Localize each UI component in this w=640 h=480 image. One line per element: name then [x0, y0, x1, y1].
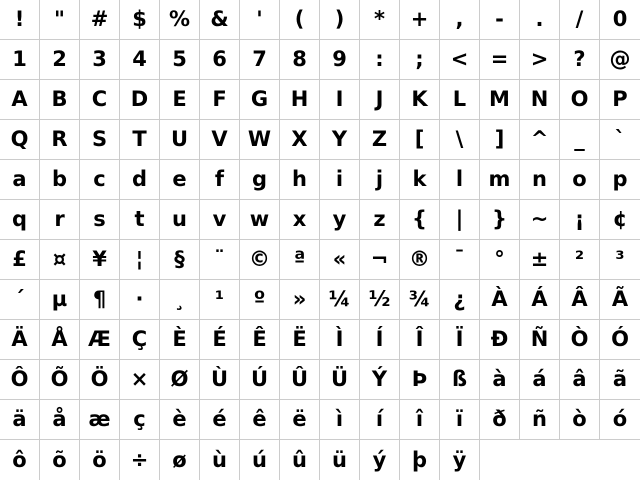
glyph-cell[interactable]: L	[440, 80, 480, 120]
glyph-cell[interactable]: Â	[560, 280, 600, 320]
glyph-cell[interactable]: ¸	[160, 280, 200, 320]
glyph-cell[interactable]: ®	[400, 240, 440, 280]
glyph-cell[interactable]: ±	[520, 240, 560, 280]
glyph-cell[interactable]: Í	[360, 320, 400, 360]
glyph-cell[interactable]: 0	[600, 0, 640, 40]
glyph-cell[interactable]: á	[520, 360, 560, 400]
glyph-cell[interactable]: Z	[360, 120, 400, 160]
glyph-cell[interactable]: n	[520, 160, 560, 200]
glyph-cell[interactable]: ð	[480, 400, 520, 440]
glyph-cell[interactable]: ¹	[200, 280, 240, 320]
glyph-cell[interactable]: G	[240, 80, 280, 120]
glyph-cell[interactable]: Á	[520, 280, 560, 320]
glyph-cell-empty	[520, 440, 560, 480]
glyph-cell-empty	[480, 440, 520, 480]
glyph-cell[interactable]: ã	[600, 360, 640, 400]
glyph-cell[interactable]: Ç	[120, 320, 160, 360]
glyph-cell[interactable]: 2	[40, 40, 80, 80]
glyph-cell[interactable]: Ú	[240, 360, 280, 400]
glyph-cell[interactable]: ¾	[400, 280, 440, 320]
glyph-cell[interactable]: &	[200, 0, 240, 40]
glyph-cell[interactable]: ³	[600, 240, 640, 280]
glyph-cell[interactable]: 3	[80, 40, 120, 80]
glyph-cell[interactable]: 5	[160, 40, 200, 80]
glyph-cell[interactable]: =	[480, 40, 520, 80]
glyph-cell[interactable]: Ï	[440, 320, 480, 360]
glyph-cell[interactable]: ´	[0, 280, 40, 320]
glyph-cell[interactable]: I	[320, 80, 360, 120]
glyph-cell[interactable]: ¿	[440, 280, 480, 320]
glyph-cell[interactable]: J	[360, 80, 400, 120]
glyph-cell[interactable]: Y	[320, 120, 360, 160]
glyph-cell[interactable]: o	[560, 160, 600, 200]
glyph-cell[interactable]: l	[440, 160, 480, 200]
glyph-cell[interactable]: ü	[320, 440, 360, 480]
glyph-cell[interactable]: 4	[120, 40, 160, 80]
glyph-cell[interactable]: ·	[120, 280, 160, 320]
glyph-cell[interactable]: Ó	[600, 320, 640, 360]
glyph-cell[interactable]: $	[120, 0, 160, 40]
glyph-cell[interactable]: i	[320, 160, 360, 200]
glyph-cell[interactable]: £	[0, 240, 40, 280]
glyph-cell[interactable]: ò	[560, 400, 600, 440]
glyph-cell[interactable]: u	[160, 200, 200, 240]
glyph-cell[interactable]: Þ	[400, 360, 440, 400]
glyph-cell[interactable]: C	[80, 80, 120, 120]
glyph-cell[interactable]: ª	[280, 240, 320, 280]
glyph-cell[interactable]: @	[600, 40, 640, 80]
glyph-cell[interactable]: *	[360, 0, 400, 40]
glyph-cell-empty	[560, 440, 600, 480]
glyph-cell[interactable]: è	[160, 400, 200, 440]
glyph-cell[interactable]: 1	[0, 40, 40, 80]
glyph-cell[interactable]: õ	[40, 440, 80, 480]
glyph-cell[interactable]: Ì	[320, 320, 360, 360]
glyph-cell[interactable]: w	[240, 200, 280, 240]
glyph-cell[interactable]: Û	[280, 360, 320, 400]
glyph-cell[interactable]: È	[160, 320, 200, 360]
glyph-cell[interactable]: à	[480, 360, 520, 400]
glyph-cell[interactable]: ²	[560, 240, 600, 280]
glyph-cell[interactable]: M	[480, 80, 520, 120]
glyph-cell[interactable]: '	[240, 0, 280, 40]
glyph-cell[interactable]: â	[560, 360, 600, 400]
glyph-cell[interactable]: "	[40, 0, 80, 40]
glyph-cell[interactable]: x	[280, 200, 320, 240]
glyph-cell[interactable]: R	[40, 120, 80, 160]
glyph-cell[interactable]: a	[0, 160, 40, 200]
glyph-cell[interactable]: [	[400, 120, 440, 160]
glyph-cell[interactable]: §	[160, 240, 200, 280]
glyph-cell[interactable]: É	[200, 320, 240, 360]
glyph-cell[interactable]: 9	[320, 40, 360, 80]
glyph-cell[interactable]: r	[40, 200, 80, 240]
glyph-cell[interactable]: ½	[360, 280, 400, 320]
glyph-cell[interactable]: 8	[280, 40, 320, 80]
glyph-cell[interactable]: V	[200, 120, 240, 160]
glyph-cell[interactable]: Î	[400, 320, 440, 360]
glyph-cell[interactable]: ó	[600, 400, 640, 440]
glyph-cell[interactable]: ä	[0, 400, 40, 440]
glyph-cell[interactable]: .	[520, 0, 560, 40]
glyph-cell[interactable]: Ä	[0, 320, 40, 360]
glyph-cell[interactable]: t	[120, 200, 160, 240]
glyph-cell[interactable]: D	[120, 80, 160, 120]
glyph-cell[interactable]: \	[440, 120, 480, 160]
glyph-cell[interactable]: {	[400, 200, 440, 240]
glyph-cell[interactable]: N	[520, 80, 560, 120]
glyph-cell[interactable]: m	[480, 160, 520, 200]
glyph-cell[interactable]: q	[0, 200, 40, 240]
glyph-cell[interactable]: p	[600, 160, 640, 200]
glyph-cell[interactable]: #	[80, 0, 120, 40]
glyph-cell[interactable]: í	[360, 400, 400, 440]
glyph-cell[interactable]: X	[280, 120, 320, 160]
glyph-cell[interactable]: W	[240, 120, 280, 160]
glyph-cell[interactable]: T	[120, 120, 160, 160]
glyph-cell[interactable]: û	[280, 440, 320, 480]
glyph-cell[interactable]: µ	[40, 280, 80, 320]
glyph-cell[interactable]: ;	[400, 40, 440, 80]
glyph-cell[interactable]: Q	[0, 120, 40, 160]
glyph-cell[interactable]: Ü	[320, 360, 360, 400]
glyph-cell[interactable]: ^	[520, 120, 560, 160]
glyph-cell[interactable]: Å	[40, 320, 80, 360]
glyph-cell[interactable]: 7	[240, 40, 280, 80]
glyph-cell[interactable]: ÿ	[440, 440, 480, 480]
glyph-cell[interactable]: ë	[280, 400, 320, 440]
glyph-cell[interactable]: ú	[240, 440, 280, 480]
glyph-cell[interactable]: ì	[320, 400, 360, 440]
glyph-cell[interactable]: b	[40, 160, 80, 200]
glyph-cell[interactable]: ¦	[120, 240, 160, 280]
glyph-cell[interactable]: ß	[440, 360, 480, 400]
glyph-cell[interactable]: æ	[80, 400, 120, 440]
glyph-cell[interactable]: e	[160, 160, 200, 200]
glyph-cell[interactable]: Ê	[240, 320, 280, 360]
glyph-cell[interactable]: Ð	[480, 320, 520, 360]
glyph-cell[interactable]: ç	[120, 400, 160, 440]
glyph-cell[interactable]: ]	[480, 120, 520, 160]
glyph-cell[interactable]: é	[200, 400, 240, 440]
glyph-cell[interactable]: ý	[360, 440, 400, 480]
glyph-cell[interactable]: »	[280, 280, 320, 320]
glyph-cell[interactable]: k	[400, 160, 440, 200]
glyph-cell[interactable]: ¤	[40, 240, 80, 280]
glyph-cell[interactable]: ù	[200, 440, 240, 480]
glyph-cell[interactable]: å	[40, 400, 80, 440]
glyph-cell[interactable]: ö	[80, 440, 120, 480]
glyph-cell[interactable]: A	[0, 80, 40, 120]
glyph-cell[interactable]: !	[0, 0, 40, 40]
glyph-cell[interactable]: c	[80, 160, 120, 200]
glyph-cell[interactable]: K	[400, 80, 440, 120]
glyph-cell-empty	[600, 440, 640, 480]
glyph-cell[interactable]: ¢	[600, 200, 640, 240]
glyph-cell[interactable]: s	[80, 200, 120, 240]
glyph-cell[interactable]: S	[80, 120, 120, 160]
glyph-cell[interactable]: Ñ	[520, 320, 560, 360]
glyph-cell[interactable]: Ë	[280, 320, 320, 360]
glyph-cell[interactable]: B	[40, 80, 80, 120]
glyph-cell[interactable]: À	[480, 280, 520, 320]
glyph-cell[interactable]: v	[200, 200, 240, 240]
glyph-cell[interactable]: <	[440, 40, 480, 80]
glyph-cell[interactable]: |	[440, 200, 480, 240]
glyph-cell[interactable]: ê	[240, 400, 280, 440]
glyph-cell[interactable]: ¥	[80, 240, 120, 280]
glyph-cell[interactable]: ÷	[120, 440, 160, 480]
glyph-cell[interactable]: ï	[440, 400, 480, 440]
glyph-cell[interactable]: Ö	[80, 360, 120, 400]
glyph-cell[interactable]: 6	[200, 40, 240, 80]
glyph-cell[interactable]: h	[280, 160, 320, 200]
glyph-cell[interactable]: /	[560, 0, 600, 40]
glyph-cell[interactable]: }	[480, 200, 520, 240]
glyph-cell[interactable]: Ò	[560, 320, 600, 360]
glyph-cell[interactable]: >	[520, 40, 560, 80]
glyph-cell[interactable]: ñ	[520, 400, 560, 440]
glyph-cell[interactable]: z	[360, 200, 400, 240]
glyph-cell[interactable]: `	[600, 120, 640, 160]
glyph-cell[interactable]: Æ	[80, 320, 120, 360]
glyph-cell[interactable]: U	[160, 120, 200, 160]
glyph-cell[interactable]: º	[240, 280, 280, 320]
glyph-cell[interactable]: Õ	[40, 360, 80, 400]
glyph-cell[interactable]: d	[120, 160, 160, 200]
glyph-cell[interactable]: -	[480, 0, 520, 40]
glyph-cell[interactable]: )	[320, 0, 360, 40]
glyph-cell[interactable]: ¼	[320, 280, 360, 320]
glyph-cell[interactable]: ¡	[560, 200, 600, 240]
glyph-cell[interactable]: «	[320, 240, 360, 280]
glyph-cell[interactable]: F	[200, 80, 240, 120]
glyph-cell[interactable]: f	[200, 160, 240, 200]
glyph-cell[interactable]: _	[560, 120, 600, 160]
glyph-cell[interactable]: Ý	[360, 360, 400, 400]
glyph-cell[interactable]: ô	[0, 440, 40, 480]
glyph-cell[interactable]: (	[280, 0, 320, 40]
glyph-cell[interactable]: ø	[160, 440, 200, 480]
glyph-cell[interactable]: +	[400, 0, 440, 40]
glyph-cell[interactable]: Ø	[160, 360, 200, 400]
glyph-cell[interactable]: °	[480, 240, 520, 280]
glyph-cell[interactable]: :	[360, 40, 400, 80]
glyph-cell[interactable]: O	[560, 80, 600, 120]
glyph-cell[interactable]: ,	[440, 0, 480, 40]
glyph-cell[interactable]: ©	[240, 240, 280, 280]
glyph-cell[interactable]: Ô	[0, 360, 40, 400]
glyph-cell[interactable]: þ	[400, 440, 440, 480]
glyph-cell[interactable]: Ã	[600, 280, 640, 320]
glyph-cell[interactable]: ¬	[360, 240, 400, 280]
glyph-cell[interactable]: g	[240, 160, 280, 200]
glyph-cell[interactable]: Ù	[200, 360, 240, 400]
glyph-cell[interactable]: E	[160, 80, 200, 120]
glyph-cell[interactable]: ×	[120, 360, 160, 400]
glyph-cell[interactable]: ¨	[200, 240, 240, 280]
glyph-cell[interactable]: y	[320, 200, 360, 240]
glyph-cell[interactable]: H	[280, 80, 320, 120]
glyph-cell[interactable]: %	[160, 0, 200, 40]
glyph-cell[interactable]: ~	[520, 200, 560, 240]
glyph-cell[interactable]: j	[360, 160, 400, 200]
glyph-cell[interactable]: ¶	[80, 280, 120, 320]
glyph-cell[interactable]: ¯	[440, 240, 480, 280]
glyph-cell[interactable]: ?	[560, 40, 600, 80]
glyph-cell[interactable]: P	[600, 80, 640, 120]
glyph-cell[interactable]: î	[400, 400, 440, 440]
